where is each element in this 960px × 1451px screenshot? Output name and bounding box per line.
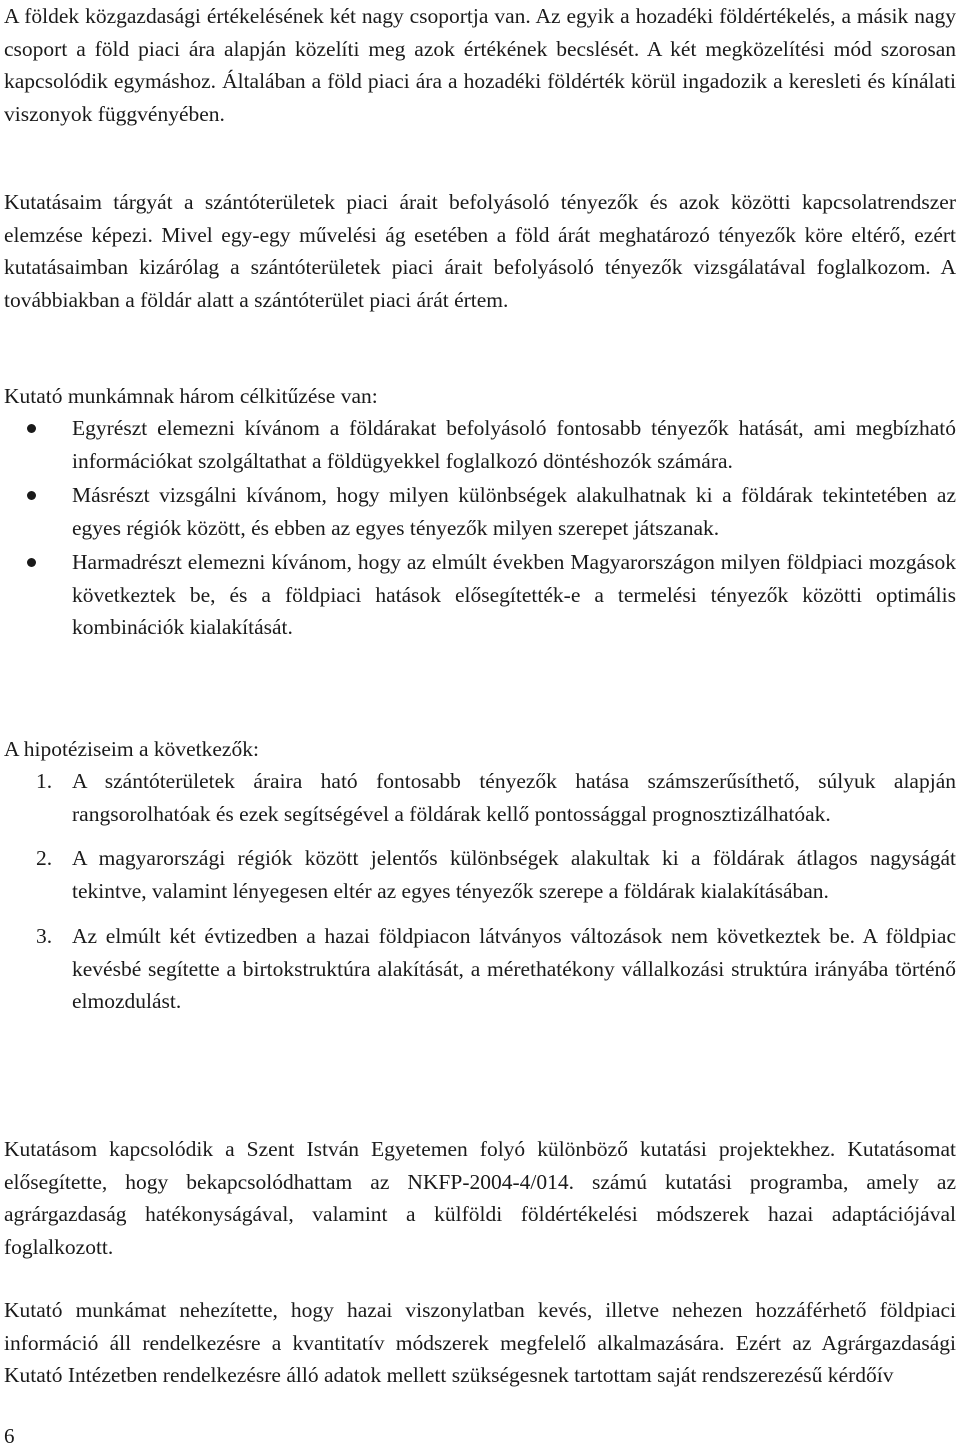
list-item [4, 842, 956, 907]
paragraph-difficulties: Kutató munkámat nehezítette, hogy hazai viszonylatban kevés, illetve nehezen hozzáférhető földpiaci információ áll rendelkezésre a kvantitatív módszerek megfelelő alkalmazására. Ezért az Agrárgazdasági Kutató Intézetben rendelkezésre álló adatok mellett szükségesnek tartottam saját rendszerezésű kérdőív [4, 1298, 956, 1388]
paragraph-research-subject: Kutatásaim tárgyát a szántóterületek piaci árait befolyásoló tényezők és azok közötti kapcsolatrendszer elemzése képezi. Mivel egy-egy művelési ág esetében a föld árát meghatározó tényezők köre eltérő, ezért kutatásaimban kizárólag a szántóterületek piaci árait befolyásoló tényezők vizsgálatával foglalkozom. A továbbiakban a földár alatt a szántóterület piaci árát értem. [4, 190, 956, 313]
paragraph-research-projects: Kutatásom kapcsolódik a Szent István Egyetemen folyó különböző kutatási projektekhez. Kutatásomat elősegítette, hogy bekapcsolódhattam az NKFP-2004-4/014. számú kutatási programba, amely az agrárgazdaság hatékonyságával, valamint a külföldi földértékelési módszerek hazai adaptációjával foglalkozott. [4, 1137, 956, 1260]
hypothesis-text: A szántóterületek áraira ható fontosabb tényezők hatása számszerűsíthető, súlyuk alapján rangsorolhatóak és ezek segítségével a földárak kellő pontossággal prognosztizálhatóak. [72, 769, 956, 826]
list-number: 3. [36, 923, 53, 948]
paragraph-hypotheses-intro: A hipotéziseim a következők: [4, 737, 259, 761]
objective-text: Harmadrészt elemezni kívánom, hogy az elmúlt években Magyarországon milyen földpiaci mozgások következtek be, és a földpiaci hatások elősegítették-e a termelési tényezők közötti optimális kombinációk kialakítását. [72, 550, 956, 640]
list-number: 2. [36, 846, 53, 871]
page-number: 6 [4, 1424, 15, 1448]
bullet-icon [27, 424, 36, 433]
paragraph-land-valuation: A földek közgazdasági értékelésének két nagy csoportja van. Az egyik a hozadéki földértékelés, a másik nagy csoport a föld piaci ára alapján közelíti meg azok értékének becslését. A két megközelítési mód szorosan kapcsolódik egymáshoz. Általában a föld piaci ára a hozadéki földérték körül ingadozik a keresleti és kínálati viszonyok függvényében. [4, 4, 956, 127]
list-item [4, 920, 956, 1018]
hypotheses-list [4, 765, 956, 1030]
list-item [4, 412, 956, 477]
objective-text: Egyrészt elemezni kívánom a földárakat befolyásoló fontosabb tényezők hatását, ami megbízható információkat szolgáltathat a földügyekkel foglalkozó döntéshozók számára. [72, 416, 956, 473]
objectives-list [4, 412, 956, 646]
list-number: 1. [36, 769, 53, 793]
bullet-icon [27, 558, 36, 567]
objective-text: Másrészt vizsgálni kívánom, hogy milyen különbségek alakulhatnak ki a földárak tekintetében az egyes régiók között, és ebben az egyes tényezők milyen szerepet játszanak. [72, 483, 956, 540]
list-item [4, 765, 956, 830]
hypothesis-text: Az elmúlt két évtizedben a hazai földpiacon látványos változások nem következtek be. A földpiac kevésbé segítette a birtokstruktúra alakítását, a mérethatékony vállalkozási struktúra irányába történő elmozdulást. [72, 923, 956, 1014]
list-item [4, 479, 956, 544]
list-item [4, 546, 956, 644]
hypothesis-text: A magyarországi régiók között jelentős különbségek alakultak ki a földárak átlagos nagyságát tekintve, valamint lényegesen eltér az egyes tényezők szerepe a földárak kialakításában. [72, 846, 956, 904]
paragraph-objectives-intro: Kutató munkámnak három célkitűzése van: [4, 384, 378, 408]
bullet-icon [27, 491, 36, 500]
